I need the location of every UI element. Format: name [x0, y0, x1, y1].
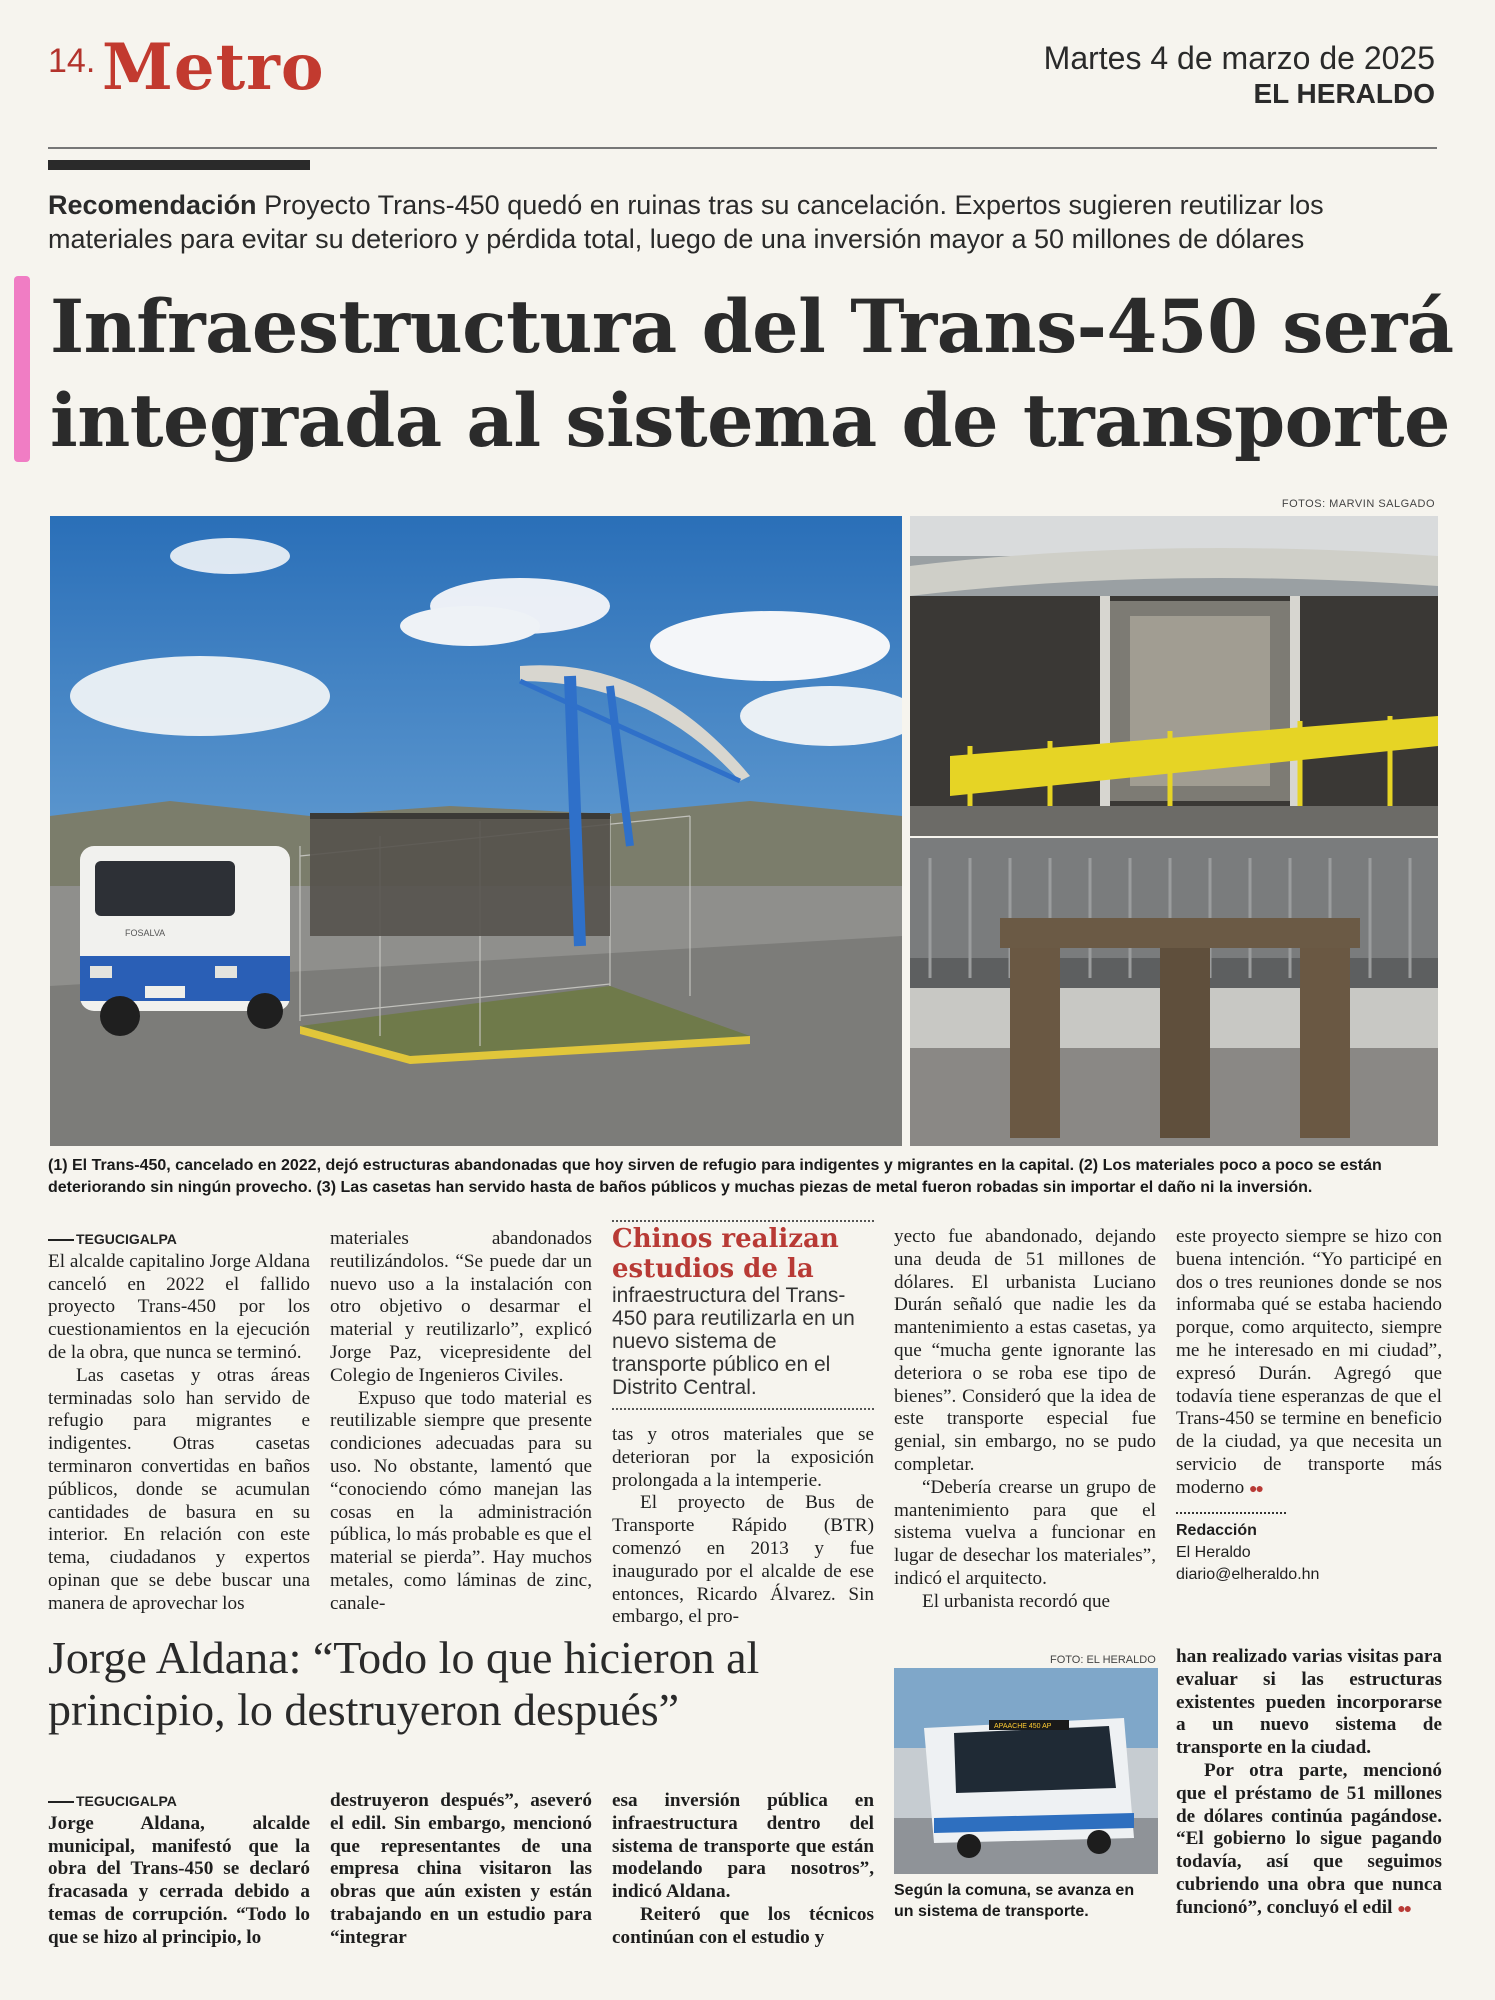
paragraph-text: este proyecto siempre se hizo con buena intención. “Yo participé en dos o tres reuniones donde se nos informaba qué se estaba haciendo porque, como arquitecto, siempre me he interesado en mi ciudad”, expresó Durán. Agregó que todavía tiene esperanzas de que el Trans-450 se termine en beneficio de la ciudad, ya que necesita un servicio de transporte más moderno	[1176, 1226, 1442, 1498]
article-1-column-4	[894, 1226, 1156, 1614]
paragraph	[1176, 1760, 1442, 1922]
photo-2-shelter	[910, 516, 1438, 836]
paragraph: esa inversión pública en infraestructura dentro del sistema de transporte que están modelando para nosotros”, indicó Aldana.	[612, 1790, 874, 1903]
pullquote-top-rule	[612, 1220, 874, 1222]
dateline-text: TEGUCIGALPA	[76, 1231, 177, 1247]
bus-illustration	[894, 1668, 1158, 1874]
photo-credit: FOTOS: MARVIN SALGADO	[1281, 498, 1435, 510]
subheadline-line-2: principio, lo destruyeron después”	[48, 1684, 680, 1735]
publication-date: Martes 4 de marzo de 2025	[1043, 40, 1435, 76]
pullquote-body: infraestructura del Trans-450 para reutilizarla en un nuevo sistema de transporte público en el Distrito Central.	[612, 1284, 855, 1399]
photo-caption: (1) El Trans-450, cancelado en 2022, dejó estructuras abandonadas que hoy sirven de refugio para indigentes y migrantes en la capital. (2) Los materiales poco a poco se están deteriorando sin ningún provecho. (3) Las casetas han servido hasta de baños públicos y muchas piezas de metal fueron robadas sin importar el daño ni la inversión.	[48, 1157, 1382, 1196]
article-2-column-1	[48, 1790, 310, 1950]
header-rule	[48, 147, 1437, 149]
article-1-column-5	[1176, 1226, 1442, 1586]
dateline-rule	[48, 1801, 74, 1803]
article-2-column-5	[1176, 1646, 1442, 1922]
newspaper-name: EL HERALDO	[1253, 78, 1435, 109]
signoff-email: diario@elheraldo.hn	[1176, 1565, 1320, 1583]
subheadline-line-1: Jorge Aldana: “Todo lo que hicieron al	[48, 1632, 760, 1683]
signoff-name: El Heraldo	[1176, 1543, 1251, 1561]
photo-1-illustration	[50, 516, 902, 1146]
bus-photo-caption: Según la comuna, se avanza en un sistema de transporte.	[894, 1882, 1135, 1920]
signoff-label: Redacción	[1176, 1521, 1257, 1539]
pullquote	[612, 1224, 874, 1399]
paragraph: tas y otros materiales que se deterioran por la exposición prolongada a la intemperie.	[612, 1424, 874, 1491]
paragraph: Las casetas y otras áreas terminadas solo han servido de refugio para migrantes e indigentes. Otras casetas terminaron convertidas en baños públicos, donde se acumulan cantidades de basura en su interior. En relación con este tema, ciudadanos y expertos opinan que se debe buscar una manera de aprovechar los	[48, 1364, 310, 1614]
end-mark-icon: ●●	[1397, 1901, 1411, 1917]
paragraph: Reiteró que los técnicos continúan con el estudio y	[612, 1903, 874, 1948]
highlighter-mark	[14, 276, 30, 462]
photo-1-bus-sign: FOSALVA	[125, 928, 166, 938]
bus-sign: APAACHE 450 AP	[994, 1723, 1052, 1730]
section-title: Metro	[102, 30, 325, 105]
paragraph-text: Por otra parte, mencionó que el préstamo de 51 millones de dólares continúa pagándose. “El gobierno lo sigue pagando todavía, así que seguimos cubriendo una obra que nunca funcionó”, concluyó el edil	[1176, 1759, 1442, 1918]
article-1-column-2	[330, 1228, 592, 1616]
deck-text: Proyecto Trans-450 quedó en ruinas tras su cancelación. Expertos sugieren reutilizar los materiales para evitar su deterioro y pérdida total, luego de una inversión mayor a 50 millones de dólares	[48, 190, 1324, 254]
paragraph: han realizado varias visitas para evaluar si las estructuras existentes pueden incorporarse a un nuevo sistema de transporte en la ciudad.	[1176, 1646, 1442, 1759]
subheadline	[48, 1632, 908, 1736]
dateline	[48, 1790, 310, 1813]
pullquote-bottom-rule	[612, 1408, 874, 1410]
section-bar	[48, 160, 310, 170]
paragraph: materiales abandonados reutilizándolos. “Se puede dar un nuevo uso a la instalación con otro objetivo o desarmar el material y reutilizarlo”, explicó Jorge Paz, vicepresidente del Colegio de Ingenieros Civiles.	[330, 1228, 592, 1386]
dateline-text: TEGUCIGALPA	[76, 1793, 177, 1809]
bus-photo-credit: FOTO: EL HERALDO	[1050, 1654, 1156, 1666]
signoff-rule	[1176, 1512, 1286, 1514]
headline-line-1: Infraestructura del Trans-450 será	[50, 284, 1454, 370]
article-1-column-3	[612, 1424, 874, 1629]
bus-photo	[894, 1668, 1158, 1874]
photo-3-illustration	[910, 838, 1438, 1146]
deck	[48, 188, 1443, 256]
headline	[50, 280, 1460, 468]
photo-3-ruined-booths	[910, 838, 1438, 1146]
paragraph: Jorge Aldana, alcalde municipal, manifestó que la obra del Trans-450 se declaró fracasada y cerrada debido a temas de corrupción. “Todo lo que se hizo al principio, lo	[48, 1812, 310, 1948]
dateline	[48, 1228, 310, 1251]
headline-line-2: integrada al sistema de transporte	[50, 378, 1450, 464]
paragraph: Expuso que todo material es reutilizable siempre que presente condiciones adecuadas para su uso. No obstante, lamentó que “conociendo cómo manejan las cosas en la administración pública, lo más probable es que el material se pierda”. Hay muchos metales, como láminas de zinc, canale-	[330, 1387, 592, 1614]
paragraph: El proyecto de Bus de Transporte Rápido (BTR) comenzó en 2013 y fue inaugurado por el alcalde de ese entonces, Ricardo Álvarez. Sin embargo, el pro-	[612, 1492, 874, 1628]
paragraph: El urbanista recordó que	[922, 1590, 1111, 1612]
page-number: 14.	[48, 42, 96, 80]
deck-label: Recomendación	[48, 190, 257, 220]
end-mark-icon: ●●	[1249, 1481, 1262, 1497]
paragraph: yecto fue abandonado, dejando una deuda de 51 millones de dólares. El urbanista Luciano Durán señaló que nadie les da mantenimiento a estas casetas, ya que “mucha gente ignorante las deteriora o se roba ese tipo de bienes”. Consideró que la idea de este transporte especial fue genial, sin embargo, no se pudo completar.	[894, 1226, 1156, 1475]
paragraph: destruyeron después”, aseveró el edil. Sin embargo, mencionó que representantes de una empresa china visitaron las obras que aún existen y están trabajando en un estudio para “integrar	[330, 1790, 592, 1948]
dateline-rule	[48, 1239, 74, 1241]
paragraph: El alcalde capitalino Jorge Aldana canceló en 2022 el fallido proyecto Trans-450 por los cuestionamientos en la ejecución de la obra, que nunca se terminó.	[48, 1250, 310, 1363]
photo-2-illustration	[910, 516, 1438, 836]
article-1-column-1	[48, 1228, 310, 1616]
article-2-column-3	[612, 1790, 874, 1950]
photo-1-bus-station	[50, 516, 902, 1146]
paragraph	[1176, 1226, 1442, 1502]
article-2-column-2	[330, 1790, 592, 1950]
pullquote-title: Chinos realizan estudios de la	[612, 1224, 839, 1284]
paragraph: “Debería crearse un grupo de mantenimiento para que el sistema vuelva a funcionar en lugar de desechar los materiales”, indicó el arquitecto.	[894, 1476, 1156, 1589]
